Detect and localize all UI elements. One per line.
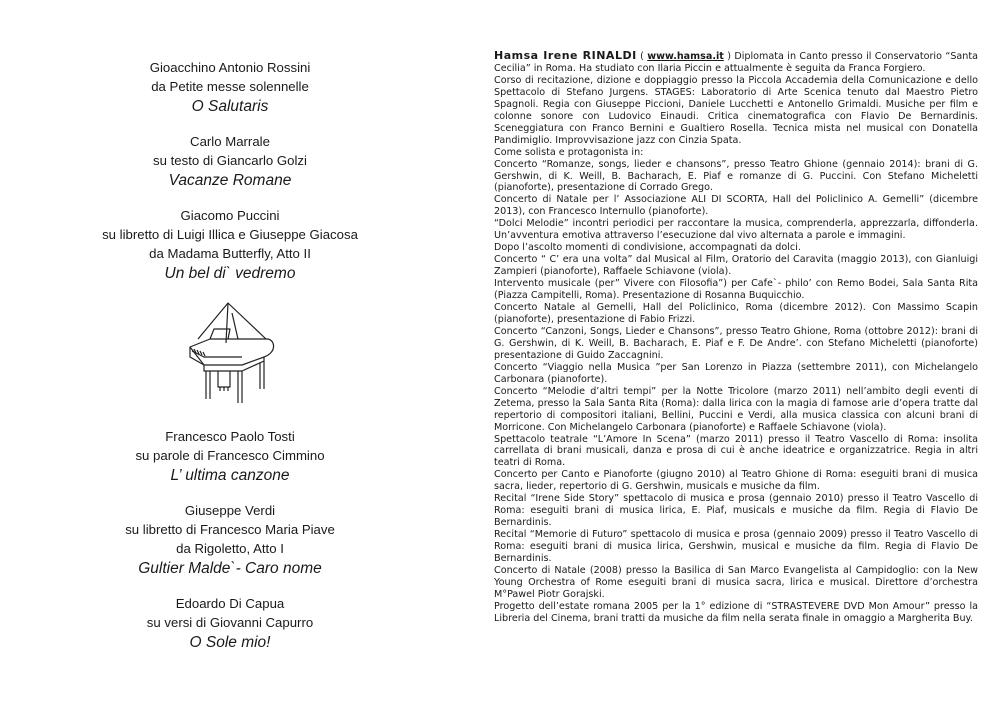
- piece-title: Un bel di` vedremo: [164, 265, 296, 282]
- bio-paragraph: Come solista e protagonista in:: [494, 146, 644, 158]
- bio-paragraph: Concerto “Romanze, songs, lieder e chansons”, presso Teatro Ghione (gennaio 2014): brani di G. Gershwin, di K. Weill, B. Bacharach, E. Piaf e romanze di G. Puccini. Con Stefano Micheletti (pianoforte), presentazione di Corrado Grego.: [494, 158, 978, 194]
- source: su testo di Giancarlo Golzi: [153, 153, 307, 168]
- composer: Giacomo Puccini: [180, 208, 280, 223]
- composer: Gioacchino Antonio Rossini: [149, 60, 311, 75]
- piano-illustration: [55, 299, 405, 417]
- bio-paragraph: “Dolci Melodie” incontri periodici per raccontare la musica, comprenderla, apprezzarla, diffonderla. Un’avventura emotiva attraverso l’esecuzione dal vivo alternata a parole e immagini.: [494, 218, 978, 242]
- source: da Madama Butterfly, Atto II: [149, 246, 311, 261]
- piece-title: O Salutaris: [191, 98, 269, 115]
- bio-paragraph: Recital “Memorie di Futuro” spettacolo di musica e prosa (gennaio 2009) presso il Teatro Vascello di Roma: eseguiti brani di musica lirica, Gershwin, musical e musiche da film. Regia di Flavio De Bernardinis.: [494, 529, 978, 565]
- piece-title: O Sole mio!: [189, 634, 271, 651]
- bio-paragraph: Concerto “ C’ era una volta” dal Musical al Film, Oratorio del Caravita (maggio 2013), con Gianluigi Zampieri (pianoforte), Raffaele Schiavone (viola).: [494, 254, 978, 278]
- bio-paragraph: Concerto “Melodie d’altri tempi” per la Notte Tricolore (marzo 2011) nell’ambito degli eventi di Zetema, presso la Sala Santa Rita (Roma): dalla lirica con la magia di famose arie d’opera tratte dal repertorio di compositori italiani, Bellini, Puccini e Verdi, alla musica classica con alcuni brani di Morricone. Con Michelangelo Carbonara (pianoforte) e Raffaele Schiavone (viola).: [494, 385, 978, 433]
- composer: Edoardo Di Capua: [175, 596, 285, 611]
- bio-paragraph: Concerto “Canzoni, Songs, Lieder e Chansons”, presso Teatro Ghione, Roma (ottobre 2012): brani di G. Gershwin, di K. Weill, B. Bacharach, E. Piaf e F. De Andre’. con Stefano Micheletti (pianoforte) presentazione di Guido Zaccagnini.: [494, 325, 978, 361]
- source: da Petite messe solennelle: [151, 79, 309, 94]
- paren-open: (: [636, 51, 648, 62]
- lyricist: su versi di Giovanni Capurro: [146, 615, 314, 630]
- piece-title: L’ ultima canzone: [170, 467, 290, 484]
- source: da Rigoletto, Atto I: [176, 541, 284, 556]
- bio-paragraph: Concerto di Natale (2008) presso la Basilica di San Marco Evangelista al Campidoglio: con la New Young Orchestra of Rome eseguiti brani di musica sacra, lirica e musical. Direttore d’orchestra M°Pawel Piotr Gorajski.: [494, 564, 978, 600]
- composer: Carlo Marrale: [190, 134, 270, 149]
- bio-paragraph: Progetto dell’estate romana 2005 per la 1° edizione di “STRASTEVERE DVD Mon Amour” presso la Libreria del Cinema, brani tratti da musiche da film nella serata finale in omaggio a Margherita Buy.: [494, 600, 978, 624]
- bio-paragraph: Concerto “Viaggio nella Musica ”per San Lorenzo in Piazza (settembre 2011), con Michelangelo Carbonara (pianoforte).: [494, 361, 978, 385]
- biography-column: [494, 50, 978, 625]
- bio-paragraph: Corso di recitazione, dizione e doppiaggio presso la Piccola Accademia della Comunicazione e dello Spettacolo di Stefano Jurgens. STAGES: Laboratorio di Arte Scenica tenuto dal Maestro Pietro Spagnoli. Regia con Giuseppe Piccioni, Daniele Lucchetti e Antonello Grimaldi. Musiche per film e colonne sonore con Ludovico Einaudi. Critica cinematografica con Flavio De Bernardinis. Sceneggiatura con Franco Bernini e Gualtiero Rosella. Tecnica mista nel musical con Donatella Pandimiglio. Improvvisazione jazz con Cinzia Spata.: [494, 74, 978, 146]
- bio-intro-text: ) Diplomata in Canto presso il Conservatorio “Santa Cecilia” in Roma. Ha studiato con Ilaria Piccin e attualmente è seguita da Franca Forgiero.: [494, 51, 979, 74]
- bio-paragraph: Concerto di Natale per l’ Associazione ALI DI SCORTA, Hall del Policlinico A. Gemelli” (dicembre 2013), con Francesco Internullo (pianoforte).: [494, 194, 978, 218]
- librettist: su libretto di Luigi Illica e Giuseppe Giacosa: [102, 227, 358, 242]
- piece-title: Vacanze Romane: [168, 172, 292, 189]
- program-piece-rossini: [55, 58, 405, 118]
- bio-paragraph: Dopo l’ascolto momenti di condivisione, accompagnati da dolci.: [494, 242, 801, 254]
- program-piece-marrale: [55, 132, 405, 192]
- lyricist: su parole di Francesco Cimmino: [135, 448, 325, 463]
- website-link[interactable]: www.hamsa.it: [647, 51, 724, 62]
- composer: Giuseppe Verdi: [184, 503, 276, 518]
- bio-paragraph: Spettacolo teatrale “L’Amore In Scena” (marzo 2011) presso il Teatro Vascello di Roma: insolita carrellata di brani musicali, danza e prosa di cui è anche ideatrice e organizzatrice. Regia in altri teatri di Roma.: [494, 433, 978, 469]
- composer: Francesco Paolo Tosti: [165, 429, 295, 444]
- bio-paragraph: Concerto Natale al Gemelli, Hall del Policlinico, Roma (dicembre 2012). Con Massimo Scapin (pianoforte), presentazione di Fabio Frizzi.: [494, 302, 978, 325]
- bio-paragraph: Recital “Irene Side Story” spettacolo di musica e prosa (gennaio 2010) presso il Teatro Vascello di Roma: eseguiti brani di musica lirica, E. Piaf, musicals e musiche da film. Regia di Flavio De Bernardinis.: [494, 493, 978, 529]
- piece-title: Gultier Malde`- Caro nome: [138, 560, 322, 577]
- program-piece-tosti: [55, 427, 405, 487]
- bio-intro: [494, 50, 978, 75]
- program-piece-puccini: [55, 206, 405, 285]
- bio-paragraph: Concerto per Canto e Pianoforte (giugno 2010) al Teatro Ghione di Roma: eseguiti brani di musica sacra, lieder, repertorio di G. Gershwin, musicals e musiche da film.: [494, 469, 978, 493]
- bio-paragraph: Intervento musicale (per” Vivere con Filosofia”) per Cafe`- philo’ con Remo Bodei, Sala Santa Rita (Piazza Campitelli, Roma). Presentazione di Rosanna Buquicchio.: [494, 278, 978, 302]
- program-piece-dicapua: [55, 594, 405, 654]
- program-column: [55, 58, 405, 668]
- artist-name: Hamsa Irene RINALDI: [494, 49, 637, 62]
- program-piece-verdi: [55, 501, 405, 580]
- librettist: su libretto di Francesco Maria Piave: [125, 522, 335, 537]
- grand-piano-icon: [180, 299, 280, 411]
